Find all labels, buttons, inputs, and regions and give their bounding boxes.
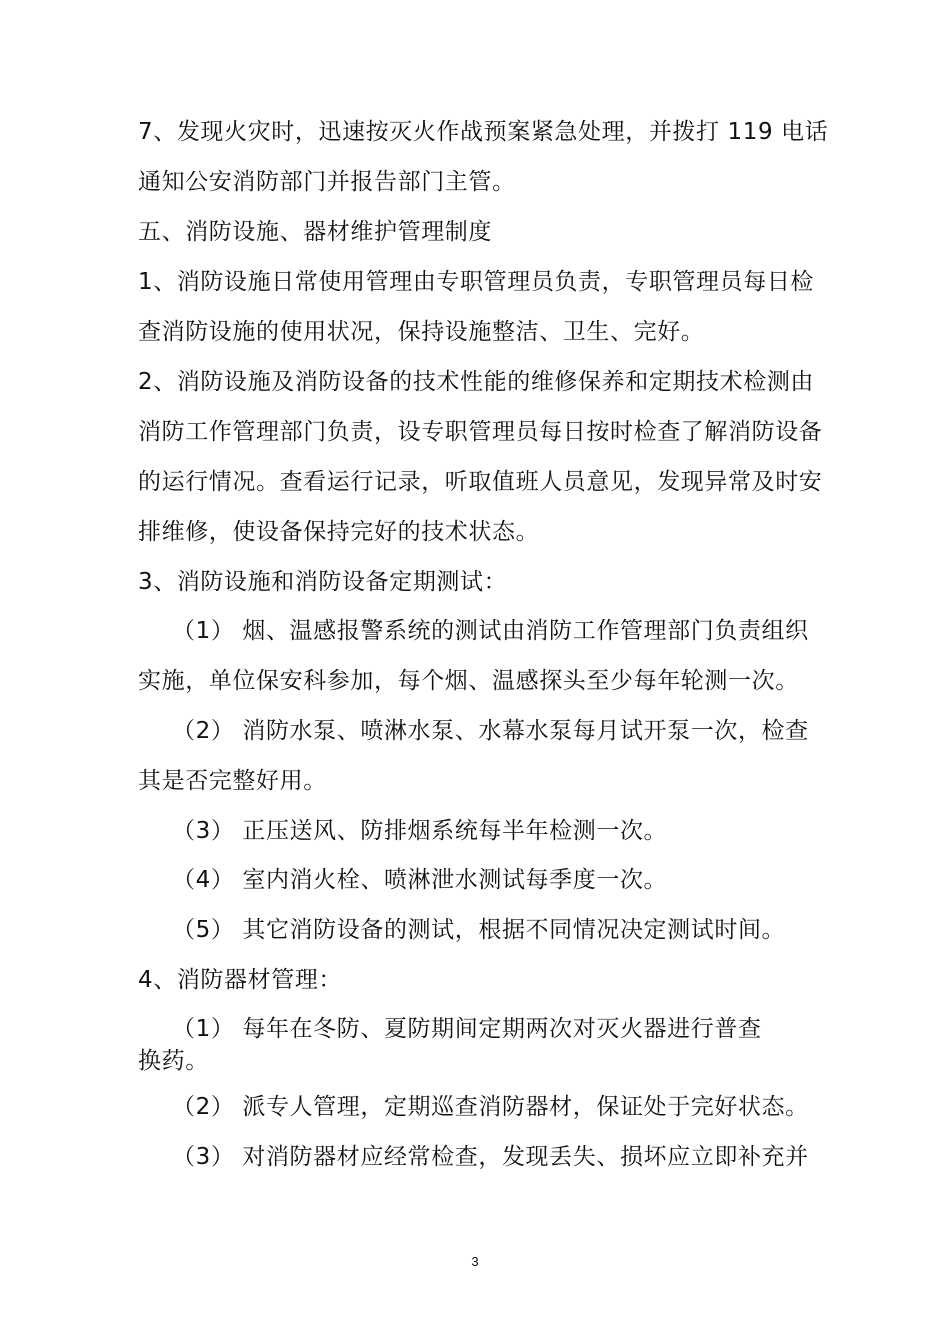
paragraph-line: 通知公安消防部门并报告部门主管。 <box>138 169 516 195</box>
paragraph-line: 4、消防器材管理： <box>138 967 343 993</box>
paragraph-line: 7、发现火灾时，迅速按灭火作战预案紧急处理，并拨打 119 电话 <box>138 119 829 145</box>
paragraph-line: 2、消防设施及消防设备的技术性能的维修保养和定期技术检测由 <box>138 369 815 395</box>
paragraph-line: 消防工作管理部门负责，设专职管理员每日按时检查了解消防设备 <box>138 419 823 445</box>
list-item-line: （1） 每年在冬防、夏防期间定期两次对灭火器进行普查 <box>172 1016 762 1042</box>
list-item-line: （3） 正压送风、防排烟系统每半年检测一次。 <box>172 818 668 844</box>
list-item-line: （1） 烟、温感报警系统的测试由消防工作管理部门负责组织 <box>172 618 809 644</box>
paragraph-line: 排维修，使设备保持完好的技术状态。 <box>138 519 540 545</box>
paragraph-line: 其是否完整好用。 <box>138 768 327 794</box>
list-item-line: （2） 派专人管理，定期巡查消防器材，保证处于完好状态。 <box>172 1094 809 1120</box>
paragraph-line: 3、消防设施和消防设备定期测试： <box>138 569 508 595</box>
paragraph-line: 换药。 <box>138 1048 209 1074</box>
list-item-line: （2） 消防水泵、喷淋水泵、水幕水泵每月试开泵一次，检查 <box>172 718 809 744</box>
page-number: 3 <box>471 1254 479 1269</box>
list-item-line: （3） 对消防器材应经常检查，发现丢失、损坏应立即补充并 <box>172 1144 809 1170</box>
paragraph-line: 的运行情况。查看运行记录，听取值班人员意见，发现异常及时安 <box>138 469 823 495</box>
section-heading: 五、消防设施、器材维护管理制度 <box>138 219 492 245</box>
paragraph-line: 1、消防设施日常使用管理由专职管理员负责，专职管理员每日检 <box>138 269 815 295</box>
list-item-line: （4） 室内消火栓、喷淋泄水测试每季度一次。 <box>172 867 668 893</box>
paragraph-line: 实施，单位保安科参加，每个烟、温感探头至少每年轮测一次。 <box>138 668 799 694</box>
paragraph-line: 查消防设施的使用状况，保持设施整洁、卫生、完好。 <box>138 319 705 345</box>
list-item-line: （5） 其它消防设备的测试，根据不同情况决定测试时间。 <box>172 917 786 943</box>
